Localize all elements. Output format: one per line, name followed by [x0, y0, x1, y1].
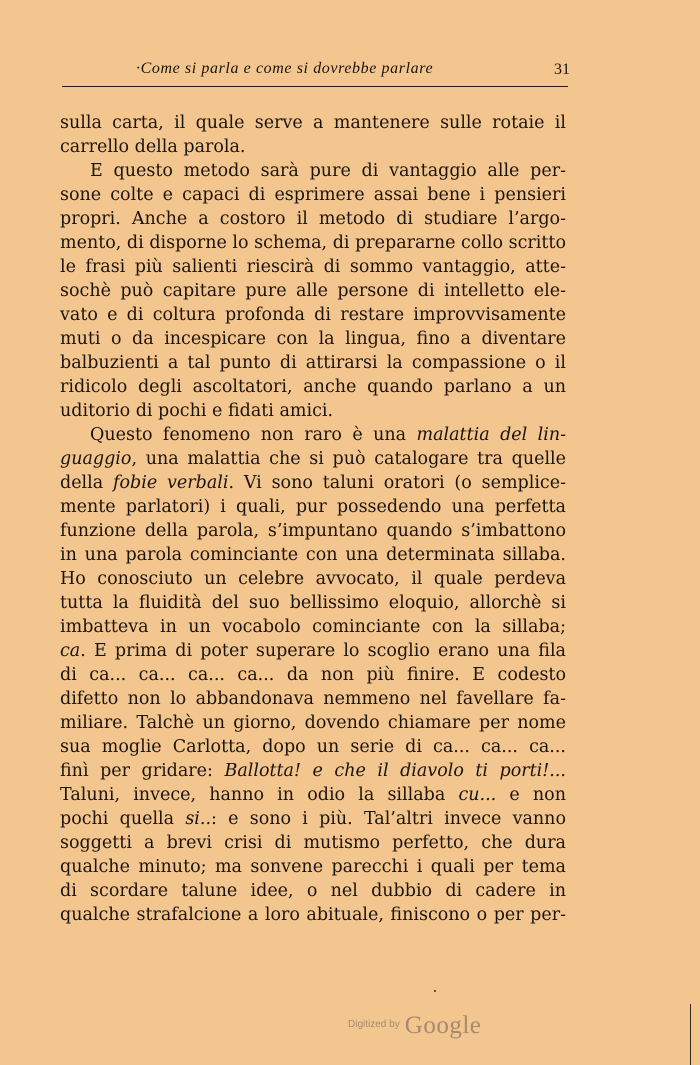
text-line: E questo metodo sarà pure di vantaggio alle per-: [90, 161, 566, 181]
text-line: [60, 447, 566, 471]
text-line: [60, 423, 566, 447]
text-line: sua moglie Carlotta, dopo un serie di ca... ca... ca...: [60, 737, 566, 757]
text-span: e non: [496, 785, 566, 805]
text-line: sulla carta, il quale serve a mantenere sulle rotaie il: [60, 113, 566, 133]
page-header: [62, 56, 570, 84]
text-line: muti o da incespicare con la lingua, fino a diventare: [60, 329, 566, 349]
text-line: le frasi più salienti riescirà di sommo vantaggio, atte-: [60, 257, 566, 277]
text-span: : e sono i più. Tal’altri invece vanno: [211, 809, 566, 829]
text-line: vato e di coltura profonda di restare improvvisamente: [60, 305, 566, 325]
text-line: [60, 471, 566, 495]
header-rule: [62, 86, 568, 87]
footer-dot: [434, 990, 436, 992]
italic-phrase: malattia del lin-: [416, 425, 566, 445]
text-line: ridicolo degli ascoltatori, anche quando parlano a un: [60, 377, 566, 397]
text-line: qualche strafalcione a loro abituale, finiscono o per per-: [60, 905, 566, 925]
text-line: propri. Anche a costoro il metodo di studiare l’argo-: [60, 209, 566, 229]
text-span: della: [60, 473, 114, 493]
text-line: mente parlatori) i quali, pur possedendo una perfetta: [60, 497, 566, 517]
text-line: imbatteva in un vocabolo cominciante con la sillaba;: [60, 617, 566, 637]
text-line: [60, 639, 566, 663]
text-span: . Vi sono taluni oratori (o semplice-: [228, 473, 566, 493]
text-line: soggetti a brevi crisi di mutismo perfetto, che dura: [60, 833, 566, 853]
text-line: carrello della parola.: [60, 137, 246, 157]
italic-phrase: fobie verbali: [113, 473, 229, 493]
italic-phrase: ca: [60, 641, 81, 661]
text-line: di scordare talune idee, o nel dubbio di cadere in: [60, 881, 566, 901]
page-edge-mark: [690, 1004, 691, 1065]
text-line: [60, 783, 566, 807]
text-span: , una malattia che si può catalogare tra quelle: [131, 449, 566, 469]
watermark-brand: Google: [404, 1012, 482, 1039]
text-line: tutta la fluidità del suo bellissimo eloquio, allorchè si: [60, 593, 566, 613]
italic-phrase: guaggio: [60, 449, 132, 469]
text-line: sochè può capitare pure alle persone di intelletto ele-: [60, 281, 566, 301]
text-line: [60, 807, 566, 831]
text-span: pochi quella: [60, 809, 186, 829]
text-line: difetto non lo abbandonava nemmeno nel favellare fa-: [60, 689, 566, 709]
page-number: 31: [554, 61, 570, 78]
text-line: Ho conosciuto un celebre avvocato, il quale perdeva: [60, 569, 566, 589]
text-line: funzione della parola, s’impuntano quando s’imbattono: [60, 521, 566, 541]
text-line: [60, 759, 566, 783]
text-line: balbuzienti a tal punto di attirarsi la compassione o il: [60, 353, 566, 373]
text-line: di ca... ca... ca... ca... da non più finire. E codesto: [60, 665, 566, 685]
text-span: Questo fenomeno non raro è una: [90, 425, 417, 445]
text-line: qualche minuto; ma sonvene parecchi i quali per tema: [60, 857, 566, 877]
text-line: in una parola cominciante con una determinata sillaba.: [60, 545, 566, 565]
text-line: miliare. Talchè un giorno, dovendo chiamare per nome: [60, 713, 566, 733]
text-span: finì per gridare:: [60, 761, 225, 781]
text-span: Taluni, invece, hanno in odio la sillaba: [60, 785, 459, 805]
running-title: ·Come si parla e come si dovrebbe parlare: [136, 60, 434, 77]
body-text: [60, 111, 566, 927]
text-line: mento, di disporne lo schema, di prepararne collo scritto: [60, 233, 566, 253]
italic-phrase: Ballotta! e che il diavolo ti porti!...: [224, 761, 566, 781]
text-span: . E prima di poter superare lo scoglio erano una fila: [80, 641, 566, 661]
italic-phrase: si..: [185, 809, 212, 829]
watermark-prefix: Digitized by: [348, 1019, 400, 1030]
text-line: uditorio di pochi e fidati amici.: [60, 401, 334, 421]
digitized-watermark: [348, 1012, 481, 1046]
italic-phrase: cu...: [458, 785, 497, 805]
text-line: sone colte e capaci di esprimere assai bene i pensieri: [60, 185, 566, 205]
